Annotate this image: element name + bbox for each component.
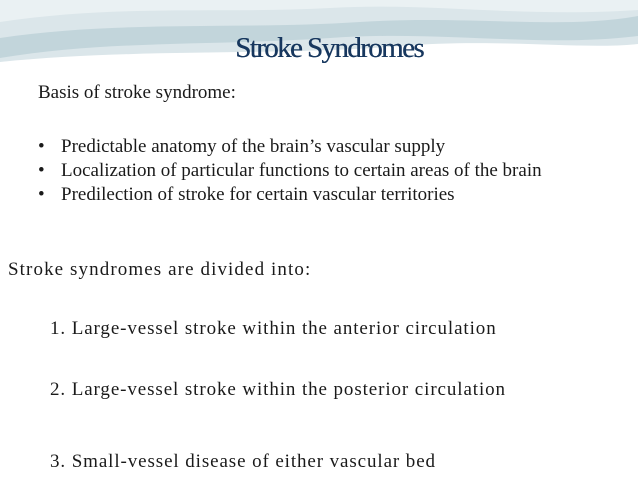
bullet-item: • Predictable anatomy of the brain’s vascular supply (38, 135, 598, 159)
bullet-item: • Predilection of stroke for certain vascular territories (38, 183, 598, 207)
basis-bullet-list (38, 135, 598, 207)
divided-heading: Stroke syndromes are divided into: (8, 259, 312, 280)
syndrome-item-1: 1. Large-vessel stroke within the anterior circulation (50, 318, 497, 339)
syndrome-item-3: 3. Small-vessel disease of either vascular bed (50, 451, 436, 472)
basis-heading: Basis of stroke syndrome: (38, 82, 236, 103)
syndrome-item-2: 2. Large-vessel stroke within the posterior circulation (50, 379, 506, 400)
bullet-item: • Localization of particular functions to certain areas of the brain (38, 159, 598, 183)
slide-title: Stroke Syndromes (235, 32, 423, 64)
